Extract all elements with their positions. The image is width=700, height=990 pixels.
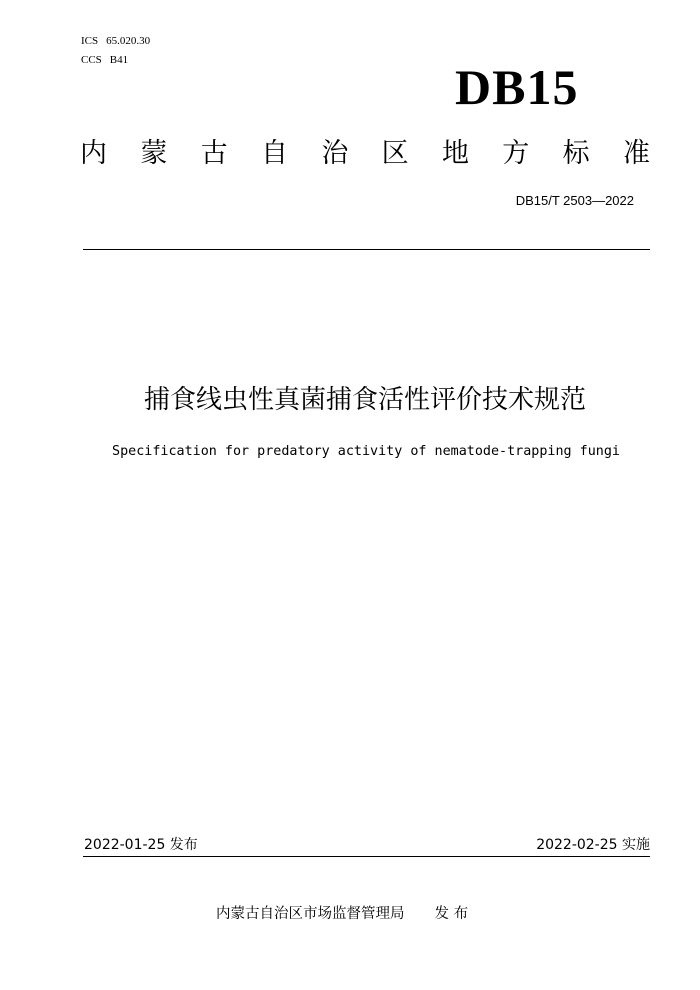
- org-title-char: 方: [502, 138, 530, 169]
- standard-code-logo: DB15: [455, 59, 579, 115]
- org-title-char: 蒙: [140, 138, 168, 169]
- document-title-en: Specification for predatory activity of nematode-trapping fungi: [112, 444, 620, 459]
- ics-classification: [81, 35, 150, 48]
- organization-title: [80, 137, 650, 171]
- document-title-zh: 捕食线虫性真菌捕食活性评价技术规范: [143, 385, 586, 415]
- org-title-char: 古: [200, 138, 228, 169]
- org-title-char: 内: [80, 138, 107, 169]
- issue-date: 2022-01-25 发布: [84, 837, 198, 853]
- org-title-char: 标: [562, 138, 590, 169]
- org-title-char: 自: [260, 138, 288, 169]
- issuer-name: 内蒙古自治区市场监督管理局: [216, 906, 405, 922]
- bottom-divider: [83, 856, 650, 857]
- top-divider: [83, 249, 650, 250]
- ccs-value: B41: [109, 54, 129, 66]
- ics-label: ICS: [81, 35, 99, 47]
- ics-value: 65.020.30: [106, 35, 151, 47]
- issuer-action: 发 布: [434, 906, 469, 922]
- org-title-char: 治: [321, 138, 349, 169]
- org-title-char: 区: [381, 138, 409, 169]
- issuer-line: [216, 905, 468, 924]
- org-title-char: 地: [441, 138, 469, 169]
- org-title-char: 准: [622, 138, 650, 169]
- ccs-label: CCS: [81, 54, 102, 66]
- standard-number: DB15/T 2503—2022: [515, 193, 634, 208]
- ccs-classification: [81, 54, 128, 67]
- effective-date: 2022-02-25 实施: [536, 837, 650, 853]
